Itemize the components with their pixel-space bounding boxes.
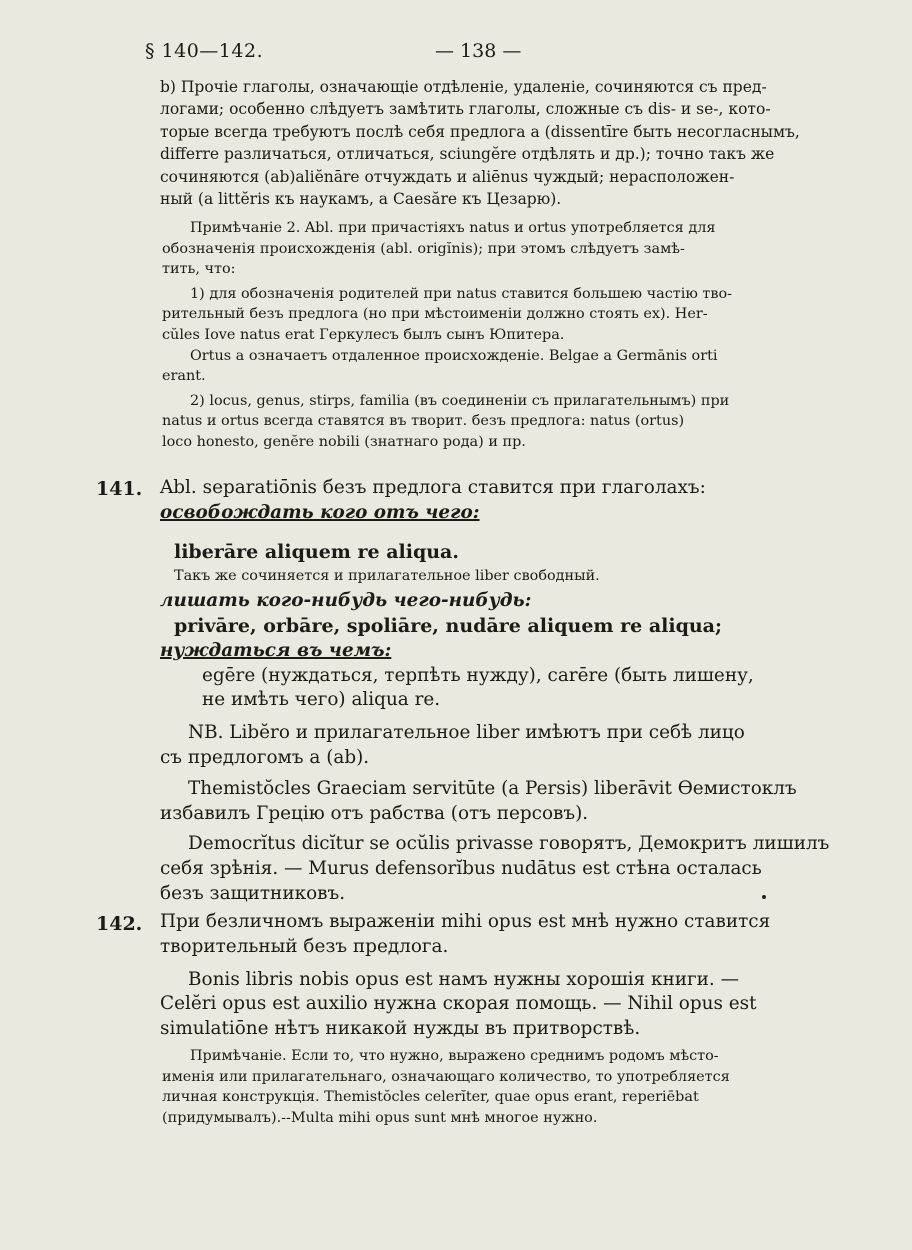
text-line: Democrĭtus dicĭtur se ocŭlis privasse говорятъ, Демокритъ лишилъ <box>188 833 830 855</box>
text-line: обозначенія происхожденія (abl. origĭnis); при этомъ слѣдуетъ замѣ- <box>162 240 685 257</box>
text-line: лишать кого-нибудь чего-нибудь: <box>160 590 532 612</box>
paragraph-b <box>160 76 832 210</box>
text-line: не имѣть чего) aliqua re. <box>202 689 441 711</box>
text-line: избавилъ Грецію отъ рабства (отъ персовъ). <box>160 802 589 824</box>
text-line: 1) для обозначенія родителей при natus ставится большею частію тво- <box>190 285 733 302</box>
section-number: 142. <box>96 913 143 935</box>
text-line: личная конструкція. Themistŏcles celerĭter, quae opus erant, reperiēbat <box>162 1089 699 1106</box>
text-line: b) Прочіе глаголы, означающіе отдѣленіе, удаленіе, сочиняются съ пред- <box>160 78 767 96</box>
text-line: логами; особенно слѣдуетъ замѣтить глаголы, сложные съ dis- и se-, кото- <box>160 100 771 119</box>
note-142 <box>162 1046 834 1128</box>
text-line: сочиняются (ab)aliĕnāre отчуждать и aliēnus чуждый; нерасположен- <box>160 167 735 186</box>
text-line: (придумывалъ).--Multa mihi opus sunt мнѣ многое нужно. <box>162 1109 598 1126</box>
text-line: При безличномъ выраженіи mihi opus est мнѣ нужно ставится <box>160 911 771 932</box>
text-line: Примѣчаніе 2. Abl. при причастіяхъ natus и ortus употребляется для <box>190 220 716 236</box>
text-line: loco honesto, genĕre nobili (знатнаго рода) и пр. <box>162 433 526 450</box>
example-line: Bonis libris nobis opus est намъ нужны хорошія книги. — <box>188 968 739 990</box>
text-line: erant. <box>162 368 206 385</box>
section-title: Abl. separatiōnis безъ предлога ставится при глаголахъ: <box>160 477 706 498</box>
text-line: Ortus a означаетъ отдаленное происхожденіе. Belgae a Germānis orti <box>190 347 718 364</box>
text-line: Примѣчаніе. Если то, что нужно, выражено среднимъ родомъ мѣсто- <box>190 1048 719 1064</box>
section-142 <box>160 910 832 1042</box>
text-line: безъ защитниковъ. <box>160 882 346 904</box>
text-line: съ предлогомъ a (ab). <box>160 746 370 768</box>
text-line: 2) locus, genus, stirps, familia (въ соединеніи съ прилагательнымъ) при <box>190 392 730 409</box>
text-line: тить, что: <box>162 261 236 278</box>
example-line: liberāre aliquem re aliqua. <box>174 540 459 563</box>
example-line: privāre, orbāre, spoliāre, nudāre aliquem re aliqua; <box>174 614 723 637</box>
text-line: Themistŏcles Graeciam servitūte (a Persis) liberāvit Ѳемистоклъ <box>188 777 797 799</box>
text-line: именія или прилагательнаго, означающаго количество, то употребляется <box>162 1068 730 1085</box>
text-line: нуждаться въ чемъ: <box>160 639 392 661</box>
text-line: Такъ же сочиняется и прилагательное liber свободный. <box>174 568 600 585</box>
text-line: освобождать кого отъ чего: <box>160 501 480 523</box>
text-line: NB. Libĕro и прилагательное liber имѣютъ при себѣ лицо <box>188 722 745 744</box>
text-line: natus и ortus всегда ставятся въ творит. безъ предлога: natus (ortus) <box>162 413 685 430</box>
text-line: ный (a littĕris къ наукамъ, a Caesăre къ Цезарю). <box>160 190 562 209</box>
example-line: simulatiōne нѣтъ никакой нужды въ притворствѣ. <box>160 1018 641 1040</box>
text-line: рительный безъ предлога (но при мѣстоименіи должно стоять ex). Her- <box>162 306 708 323</box>
section-range: § 140—142. <box>145 40 264 62</box>
text-line: differre различаться, отличаться, sciungĕre отдѣлять и др.); точно такъ же <box>160 145 775 164</box>
note-2 <box>162 218 834 453</box>
page-number: — 138 — <box>435 40 522 62</box>
text-line: egēre (нуждаться, терпѣть нужду), carēre (быть лишену, <box>202 664 754 686</box>
section-number: 141. <box>96 478 143 500</box>
example-line: Celĕri opus est auxilio нужна скорая помощь. — Nihil opus est <box>160 993 757 1015</box>
text-line: cŭles Iove natus erat Геркулесъ былъ сынъ Юпитера. <box>162 326 565 343</box>
text-line: творительный безъ предлога. <box>160 935 449 957</box>
ink-dot <box>762 895 766 899</box>
section-141 <box>160 476 832 907</box>
text-line: себя зрѣнія. — Murus defensorĭbus nudātus est стѣна осталась <box>160 858 762 880</box>
text-line: торые всегда требуютъ послѣ себя предлога a (dissentīre быть несогласнымъ, <box>160 122 800 141</box>
